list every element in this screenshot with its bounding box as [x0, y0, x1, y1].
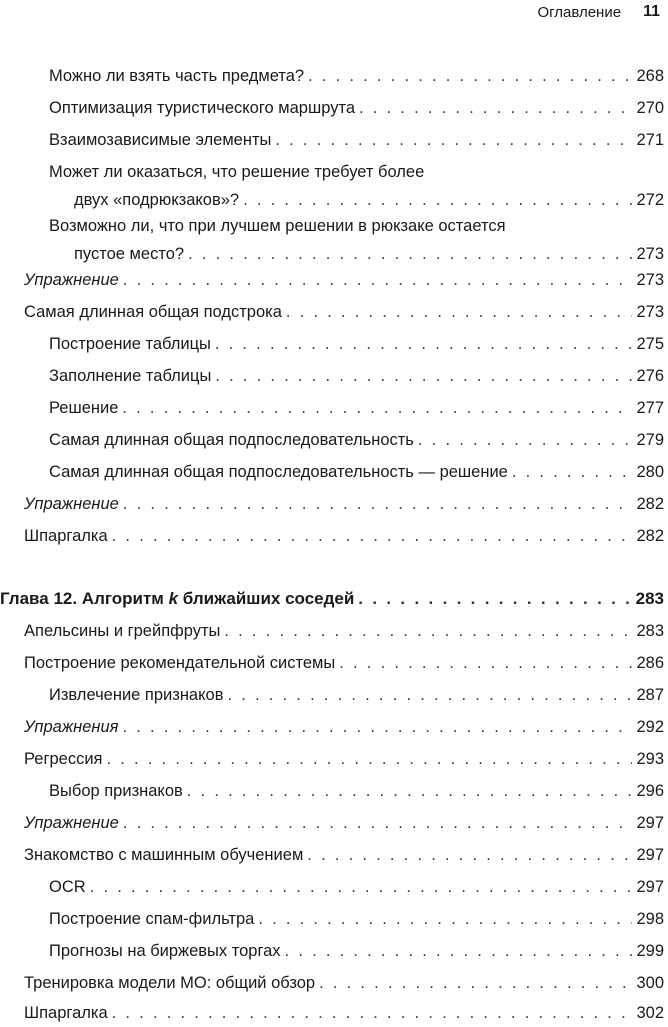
dot-leader	[359, 94, 632, 122]
toc-entry-page: 297	[636, 846, 664, 864]
toc-entry[interactable]	[0, 681, 664, 709]
toc-entry-title: Знакомство с машинным обучением	[24, 846, 304, 864]
dot-leader	[112, 999, 633, 1027]
dot-leader	[286, 298, 633, 326]
toc-entry-title: Построение рекомендательной системы	[24, 654, 336, 672]
toc-entry-title: Тренировка модели МО: общий обзор	[24, 974, 316, 992]
toc-entry[interactable]	[0, 458, 664, 486]
toc-entry[interactable]	[0, 777, 664, 805]
toc-entry-page: 293	[636, 750, 664, 768]
chapter-title-suffix: ближайших соседей	[178, 589, 355, 608]
dot-leader	[215, 362, 632, 390]
toc-entry-title: Самая длинная общая подпоследовательность	[49, 431, 414, 449]
toc-entry[interactable]	[0, 745, 664, 773]
toc-entry-title-continued: пустое место?	[74, 245, 185, 263]
toc-entry[interactable]	[0, 999, 664, 1027]
toc-entry[interactable]	[0, 490, 664, 518]
toc-entry[interactable]	[0, 873, 664, 901]
toc-entry[interactable]	[0, 298, 664, 326]
dot-leader	[308, 62, 632, 90]
toc-entry-page: 302	[636, 1004, 664, 1022]
toc-entry[interactable]	[0, 426, 664, 454]
toc-entry-page: 283	[636, 622, 664, 640]
dot-leader	[319, 969, 632, 997]
toc-entry-page: 297	[636, 814, 664, 832]
toc-entry[interactable]	[0, 937, 664, 965]
toc-entry-page: 287	[636, 686, 664, 704]
dot-leader	[285, 937, 633, 965]
toc-entry[interactable]	[0, 841, 664, 869]
toc-entry-title: Построение таблицы	[49, 335, 211, 353]
toc-entry[interactable]	[0, 266, 664, 294]
dot-leader	[188, 240, 632, 268]
toc-entry-page: 279	[636, 431, 664, 449]
toc-entry-page: 273	[636, 303, 664, 321]
toc-entry-page: 299	[636, 942, 664, 960]
toc-entry[interactable]	[0, 362, 664, 390]
toc-entry-title: Прогнозы на биржевых торгах	[49, 942, 281, 960]
dot-leader	[187, 777, 633, 805]
dot-leader	[243, 186, 632, 214]
header-title: Оглавление	[537, 3, 622, 21]
toc-chapter-12[interactable]	[0, 585, 664, 613]
toc-entry-title: Заполнение таблицы	[49, 367, 212, 385]
dot-leader	[123, 266, 633, 294]
toc-entry-title: Оптимизация туристического маршрута	[49, 99, 355, 117]
header-page-number: 11	[643, 3, 660, 20]
toc-entry-title: Может ли оказаться, что решение требует более	[49, 163, 425, 181]
dot-leader	[258, 905, 632, 933]
dot-leader	[215, 330, 633, 358]
dot-leader	[123, 490, 633, 518]
toc-entry-page: 273	[636, 245, 664, 263]
toc-entry-page: 277	[636, 399, 664, 417]
dot-leader	[122, 394, 632, 422]
toc-entry-title: OCR	[49, 878, 86, 896]
dot-leader	[90, 873, 633, 901]
toc-entry-title: Решение	[49, 399, 119, 417]
dot-leader	[106, 745, 632, 773]
toc-entry[interactable]	[0, 713, 664, 741]
toc-entry-page: 273	[636, 271, 664, 289]
dot-leader	[418, 426, 633, 454]
toc-entry-title: Апельсины и грейпфруты	[24, 622, 221, 640]
dot-leader	[123, 809, 633, 837]
dot-leader	[227, 681, 632, 709]
toc-entry-title: Выбор признаков	[49, 782, 183, 800]
toc-entry-page: 270	[636, 99, 664, 117]
dot-leader	[339, 649, 632, 677]
toc-entry-page: 286	[636, 654, 664, 672]
toc-entry-title: Регрессия	[24, 750, 103, 768]
toc-entry[interactable]	[0, 969, 664, 997]
toc-entry-page: 282	[636, 495, 664, 513]
toc-entry[interactable]	[0, 394, 664, 422]
toc-entry[interactable]	[0, 62, 664, 90]
toc-entry-title: Упражнение	[24, 814, 119, 832]
toc-entry[interactable]	[0, 809, 664, 837]
toc-entry-title: Построение спам-фильтра	[49, 910, 255, 928]
dot-leader	[512, 458, 633, 486]
toc-entry-page: 280	[636, 463, 664, 481]
toc-entry[interactable]	[0, 158, 664, 214]
toc-entry[interactable]	[0, 617, 664, 645]
toc-entry-page: 276	[636, 367, 664, 385]
toc-entry[interactable]	[0, 212, 664, 268]
toc-entry[interactable]	[0, 522, 664, 550]
toc-entry-title: Возможно ли, что при лучшем решении в рюкзаке остается	[49, 217, 506, 235]
dot-leader	[307, 841, 632, 869]
toc-entry-title: Самая длинная общая подпоследовательность — решение	[49, 463, 508, 481]
toc-entry[interactable]	[0, 905, 664, 933]
toc-entry-page: 296	[636, 782, 664, 800]
dot-leader	[358, 585, 631, 613]
toc-entry-title: Упражнение	[24, 271, 119, 289]
dot-leader	[224, 617, 632, 645]
dot-leader	[275, 126, 632, 154]
toc-entry[interactable]	[0, 649, 664, 677]
toc-entry[interactable]	[0, 330, 664, 358]
toc-entry[interactable]	[0, 94, 664, 122]
toc-entry-title: Шпаргалка	[24, 527, 108, 545]
chapter-title-k: k	[168, 589, 179, 608]
toc-entry-title: Упражнение	[24, 495, 119, 513]
toc-entry-title: Можно ли взять часть предмета?	[49, 67, 305, 85]
toc-entry-page: 297	[636, 878, 664, 896]
dot-leader	[112, 522, 633, 550]
toc-entry-page: 298	[636, 910, 664, 928]
toc-entry-page: 272	[636, 191, 664, 209]
chapter-title-prefix: Глава 12. Алгоритм	[0, 589, 169, 608]
toc-entry-title: Взаимозависимые элементы	[49, 131, 272, 149]
toc-entry-page: 268	[636, 67, 664, 85]
toc-entry-title: Шпаргалка	[24, 1004, 108, 1022]
toc-entry-title-continued: двух «подрюкзаков»?	[74, 191, 240, 209]
toc-entry-page: 275	[636, 335, 664, 353]
toc-entry-title: Упражнения	[24, 718, 119, 736]
toc-entry-title: Самая длинная общая подстрока	[24, 303, 282, 321]
toc-entry-page: 300	[636, 974, 664, 992]
toc-entry-title: Извлечение признаков	[49, 686, 224, 704]
toc-entry-page: 292	[636, 718, 664, 736]
dot-leader	[122, 713, 632, 741]
toc-entry-page: 283	[635, 589, 664, 608]
toc-entry[interactable]	[0, 126, 664, 154]
toc-entry-page: 282	[636, 527, 664, 545]
chapter-title	[0, 585, 354, 613]
running-header	[537, 0, 660, 24]
toc-entry-page: 271	[636, 131, 664, 149]
